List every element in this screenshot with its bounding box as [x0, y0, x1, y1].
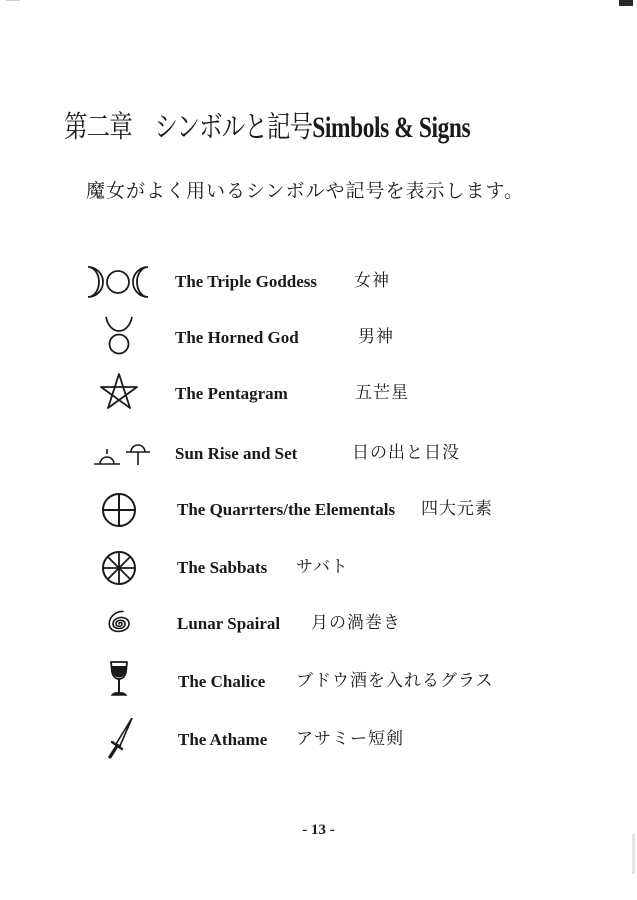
chapter-title-en: Simbols & Signs: [312, 111, 471, 144]
symbol-row-sunrise-sunset: [0, 432, 637, 476]
triple-moon-icon: [82, 260, 154, 304]
symbol-name-en: The Pentagram: [175, 384, 288, 403]
symbol-name-jp: 五芒星: [355, 383, 409, 403]
page-number: - 13 -: [302, 822, 335, 838]
symbol-row-sabbats: [0, 546, 637, 590]
pentagram-icon: [82, 372, 154, 416]
symbol-row-chalice: [0, 660, 637, 704]
symbol-row-triple-goddess: [0, 260, 637, 304]
eight-spoke-wheel-icon: [82, 546, 154, 590]
symbol-name-jp: ブドウ酒を入れるグラス: [296, 671, 494, 691]
symbol-row-horned-god: [0, 316, 637, 360]
chapter-title: [64, 108, 470, 148]
symbol-name-en: The Quarrters/the Elementals: [177, 500, 396, 519]
symbol-name-jp: アサミー短剣: [296, 729, 404, 749]
symbol-name-jp: 四大元素: [421, 499, 493, 519]
horned-god-icon: [82, 316, 154, 360]
symbol-name-jp: 男神: [358, 327, 394, 347]
quartered-circle-icon: [82, 488, 154, 532]
scan-edge-mark: [6, 0, 20, 1]
symbol-name-en: Sun Rise and Set: [175, 444, 298, 463]
chalice-icon: [82, 660, 154, 704]
scan-corner-mark: [619, 0, 633, 6]
symbol-name-en: The Sabbats: [177, 558, 268, 577]
symbol-name-en: The Chalice: [178, 672, 266, 691]
symbol-name-jp: サバト: [296, 557, 349, 577]
symbol-name-en: The Horned God: [175, 328, 299, 347]
symbol-row-pentagram: [0, 372, 637, 416]
symbol-name-jp: 女神: [354, 271, 390, 291]
symbol-name-en: The Triple Goddess: [175, 272, 318, 291]
chapter-title-jp: 第二章 シンボルと記号: [64, 110, 313, 145]
dagger-icon: [82, 718, 154, 762]
symbol-name-en: Lunar Spairal: [177, 614, 281, 633]
scan-edge-shadow: [632, 834, 635, 874]
symbol-name-jp: 月の渦巻き: [311, 613, 401, 633]
symbol-row-athame: [0, 718, 637, 762]
symbol-name-jp: 日の出と日没: [352, 443, 460, 463]
spiral-icon: [82, 602, 154, 646]
intro-text: 魔女がよく用いるシンボルや記号を表示します。: [86, 180, 525, 202]
symbol-name-en: The Athame: [178, 730, 268, 749]
symbol-row-elementals: [0, 488, 637, 532]
symbol-row-lunar-spiral: [0, 602, 637, 646]
sunrise-sunset-icon: [82, 432, 154, 476]
